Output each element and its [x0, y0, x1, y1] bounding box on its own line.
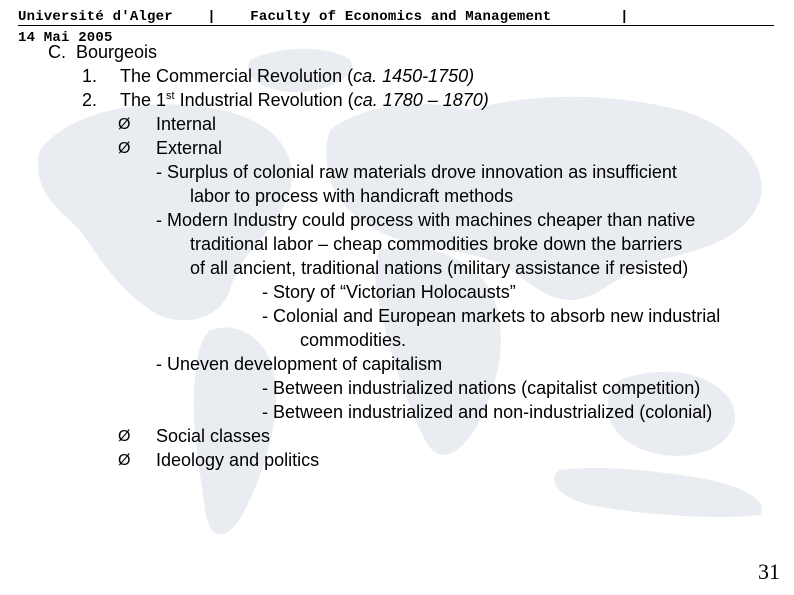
outline-item-1: [82, 65, 474, 87]
bullet-ideology: Ideology and politics: [156, 450, 320, 470]
header-institution: Université d'Alger: [18, 9, 173, 25]
arrow-bullet-icon: Ø: [118, 140, 131, 157]
bullet-social-classes: Social classes: [156, 426, 271, 446]
external-line: labor to process with handicraft methods: [190, 186, 514, 206]
header-separator: |: [620, 9, 629, 25]
item-text: Industrial Revolution (: [174, 90, 354, 110]
item-text: The Commercial Revolution (: [120, 66, 354, 86]
page-number: 31: [758, 559, 780, 584]
item-number: 1.: [82, 66, 98, 86]
external-line: - Surplus of colonial raw materials drove innovation as insufficient: [156, 162, 677, 182]
external-line: commodities.: [300, 330, 407, 350]
section-heading: [48, 41, 157, 63]
external-line: - Uneven development of capitalism: [156, 354, 443, 374]
bullet-external: External: [156, 138, 223, 158]
external-line: - Colonial and European markets to absorb new industrial: [262, 306, 721, 326]
external-line: - Story of “Victorian Holocausts”: [262, 282, 516, 302]
bullet-internal: Internal: [156, 114, 217, 134]
header-rule: [18, 25, 774, 26]
arrow-bullet-icon: Ø: [118, 428, 131, 445]
header-date: 14 Mai 2005: [18, 30, 113, 46]
item-number: 2.: [82, 90, 98, 110]
arrow-bullet-icon: Ø: [118, 452, 131, 469]
external-line: - Between industrialized and non-industrialized (colonial): [262, 402, 713, 422]
outline-item-2: [82, 89, 489, 111]
item-text: The 1: [120, 90, 167, 110]
section-letter: C.: [48, 42, 66, 62]
arrow-bullet-icon: Ø: [118, 116, 131, 133]
item-dates: ca. 1780 – 1870): [353, 90, 489, 110]
section-title: Bourgeois: [76, 42, 158, 62]
item-superscript: st: [166, 90, 175, 102]
external-line: - Modern Industry could process with machines cheaper than native: [156, 210, 696, 230]
header-faculty: Faculty of Economics and Management: [250, 9, 552, 25]
slide-header: [18, 9, 629, 25]
external-line: traditional labor – cheap commodities broke down the barriers: [190, 234, 683, 254]
external-line: of all ancient, traditional nations (military assistance if resisted): [190, 258, 689, 278]
item-dates: ca. 1450-1750): [353, 66, 475, 86]
header-separator: |: [207, 9, 216, 25]
external-line: - Between industrialized nations (capitalist competition): [262, 378, 701, 398]
